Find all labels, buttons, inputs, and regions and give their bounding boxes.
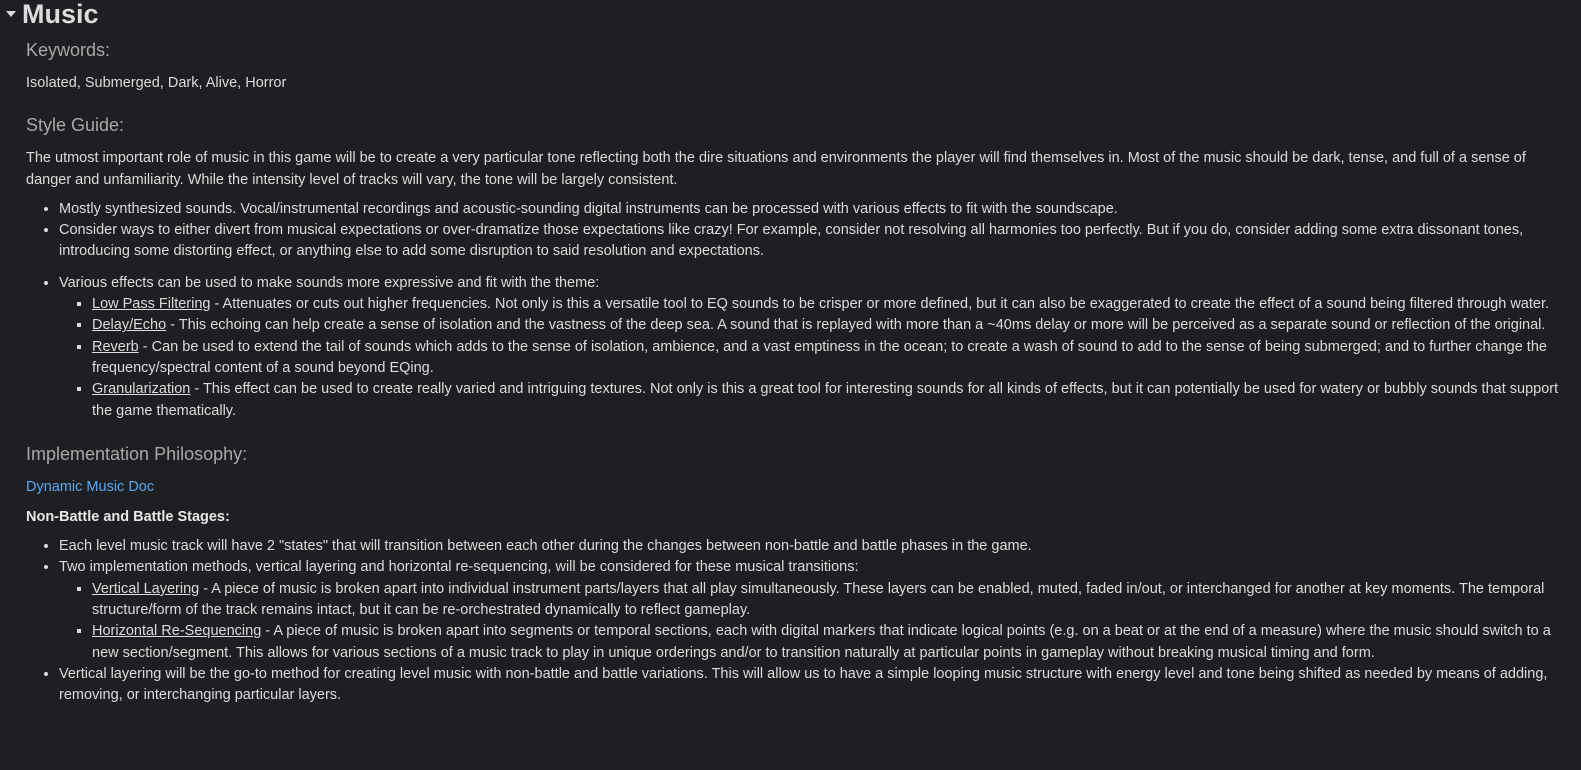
list-item xyxy=(92,379,1567,422)
effect-term: Low Pass Filtering xyxy=(92,296,211,313)
effect-desc: - This echoing can help create a sense of isolation and the vastness of the deep sea. A sound that is replayed with more than a ~40ms delay or more will be perceived as a separate sound or reflection of the original. xyxy=(166,317,1546,334)
effects-bullet-list xyxy=(26,273,1567,422)
method-desc: - A piece of music is broken apart into segments or temporal sections, each with digital markers that indicate logical points (e.g. on a beat or at the end of a measure) where the music should switch to a new section/segment. This allows for various sections of a music track to play in unique orderings and/or to transition naturally at particular points in gameplay without breaking musical timing and form. xyxy=(92,623,1551,661)
effect-desc: - Can be used to extend the tail of sounds which adds to the sense of isolation, ambience, and a vast emptiness in the ocean; to create a wash of sound to add to the sense of being submerged; and to further change the frequency/spectral content of a sound beyond EQing. xyxy=(92,338,1547,376)
section-content xyxy=(0,39,1581,707)
effects-sublist xyxy=(59,294,1567,422)
list-item xyxy=(92,579,1567,622)
list-item xyxy=(59,557,1567,663)
section-header[interactable] xyxy=(0,0,1581,28)
list-item: • Mostly synthesized sounds. Vocal/instrumental recordings and acoustic-sounding digital instruments can be processed with various effects to fit with the soundscape. xyxy=(59,199,1567,220)
collapse-caret-icon[interactable] xyxy=(0,10,22,18)
list-item xyxy=(59,273,1567,422)
list-item xyxy=(92,337,1567,380)
list-item: • Each level music track will have 2 "states" that will transition between each other during the changes between non-battle and battle phases in the game. xyxy=(59,536,1567,557)
style-intro-text: The utmost important role of music in this game will be to create a very particular tone reflecting both the dire situations and environments the player will find themselves in. Most of the music should be dark, tense, and full of a sense of danger and unfamiliarity. While the intensity level of tracks will vary, the tone will be largely consistent. xyxy=(26,150,1526,188)
stages-bullet-list xyxy=(26,536,1567,706)
list-item xyxy=(92,315,1567,336)
stages-heading: Non-Battle and Battle Stages: xyxy=(26,508,230,525)
effect-term: Reverb xyxy=(92,338,139,355)
method-term: Horizontal Re-Sequencing xyxy=(92,623,262,640)
methods-sublist xyxy=(59,579,1567,664)
effect-term: Granularization xyxy=(92,381,191,398)
methods-intro: Two implementation methods, vertical layering and horizontal re-sequencing, will be considered for these musical transitions: xyxy=(59,559,859,576)
list-item: • Vertical layering will be the go-to method for creating level music with non-battle and battle variations. This will allow us to have a simple looping music structure with energy level and tone being shifted as needed by means of adding, removing, or interchanging particular layers. xyxy=(59,664,1567,707)
section-title: Music xyxy=(22,0,99,29)
list-item xyxy=(92,294,1567,315)
implementation-heading: Implementation Philosophy: xyxy=(26,443,248,464)
list-item: • Consider ways to either divert from musical expectations or over-dramatize those expectations like crazy! For example, consider not resolving all harmonies too perfectly. But if you do, consider adding some extra dissonant tones, introducing some distorting effect, or anything else to add some disruption to said resolution and expectations. xyxy=(59,220,1567,263)
effect-desc: - Attenuates or cuts out higher frequencies. Not only is this a versatile tool to EQ sounds to be crisper or more defined, but it can also be exaggerated to create the effect of a sound being filtered through water. xyxy=(210,296,1550,313)
dynamic-music-doc-link[interactable]: Dynamic Music Doc xyxy=(26,478,155,495)
style-bullet-list xyxy=(26,199,1567,263)
style-guide-heading: Style Guide: xyxy=(26,115,125,136)
effect-desc: - This effect can be used to create really varied and intriguing textures. Not only is this a great tool for interesting sounds for all kinds of effects, but it can potentially be used for watery or bubbly sounds that support the game thematically. xyxy=(92,381,1559,419)
keywords-heading: Keywords: xyxy=(26,40,111,60)
list-item xyxy=(92,621,1567,664)
effects-intro: Various effects can be used to make sounds more expressive and fit with the theme: xyxy=(59,274,600,291)
method-desc: - A piece of music is broken apart into individual instrument parts/layers that all play simultaneously. These layers can be enabled, muted, faded in/out, or interchanged for another at key moments. The temporal structure/form of the track remains intact, but it can be re-orchestrated dynamically to reflect gameplay. xyxy=(92,580,1545,619)
effect-term: Delay/Echo xyxy=(92,317,167,334)
keywords-text: Isolated, Submerged, Dark, Alive, Horror xyxy=(26,75,287,91)
method-term: Vertical Layering xyxy=(92,580,200,597)
